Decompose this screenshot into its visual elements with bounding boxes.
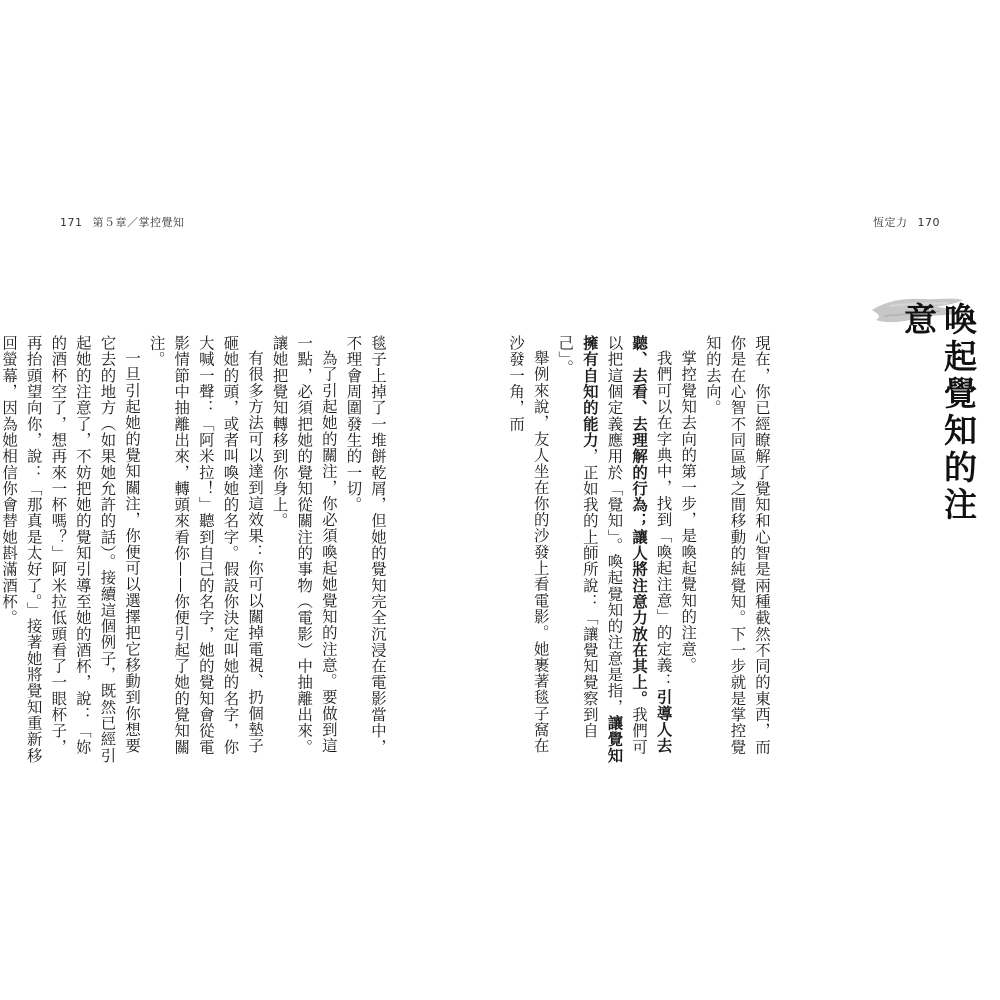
paragraph [553,335,676,765]
left-page-number: 171 [60,216,83,229]
text-span: ，正如我的上師所說：「讓覺知覺察到自己」。 [556,335,599,739]
paragraph: 有很多方法可以達到這效果：你可以關掉電視、扔個墊子砸她的頭，或者叫喚她的名字。假設你決定叫她的名字，你大喊一聲：「阿米拉！」聽到自己的名字，她的覺知會從電影情節中抽離出來，轉頭來看你——你便引起了她的覺知關注。 [147,335,265,755]
text-span: 我們可以在字典中，找到「喚起注意」的定義： [654,350,673,690]
right-page-header [873,214,940,230]
text-span: 我們可以把這個定義應用於「覺知」。喚起覺知的注意是指， [605,335,649,755]
bold-emphasis: 讓覺知擁有自知的能力 [580,335,624,764]
paragraph: 毯子上掉了一堆餅乾屑，但她的覺知完全沉浸在電影當中，不理會周圍發生的一切。 [344,335,387,755]
paragraph: 舉例來說，友人坐在你的沙發上看電影。她裹著毯子窩在沙發一角，而 [507,335,550,755]
left-page-header [60,214,185,230]
paragraph: 一旦引起她的覺知關注，你便可以選擇把它移動到你想要它去的地方（如果她允許的話）。接續這個例子，既然已經引起她的注意了，不妨把她的覺知引導至她的酒杯，說：「妳的酒杯空了，想再來一杯嗎？」阿米拉低頭看了一眼杯子，再抬頭望向你，說：「那真是太好了。」接著她將覺知重新移回螢幕，因為她相信你會替她斟滿酒杯。 [0,335,142,764]
paragraph: 為了引起她的關注，你必須喚起她覺知的注意。要做到這一點，必須把她的覺知從關注的事物（電影）中抽離出來。讓她把覺知轉移到你身上。 [270,335,338,755]
book-title: 恆定力 [873,216,908,229]
left-page-body [0,335,390,765]
paragraph: 現在，你已經瞭解了覺知和心智是兩種截然不同的東西，而你是在心智不同區域之間移動的純覺知。下一步就是掌控覺知的去向。 [703,335,771,755]
paragraph: 掌控覺知去向的第一步，是喚起覺知的注意。 [679,350,698,674]
right-page-number: 170 [917,216,940,229]
right-page-body [507,335,774,765]
section-title: 喚起覺知的注意 [899,302,978,524]
bold-definition: 引導人去聽、去看、去理解的行為；讓人將注意力放在其上。 [630,335,673,755]
chapter-title: 第５章／掌控覺知 [92,216,185,229]
section-heading [880,290,978,530]
